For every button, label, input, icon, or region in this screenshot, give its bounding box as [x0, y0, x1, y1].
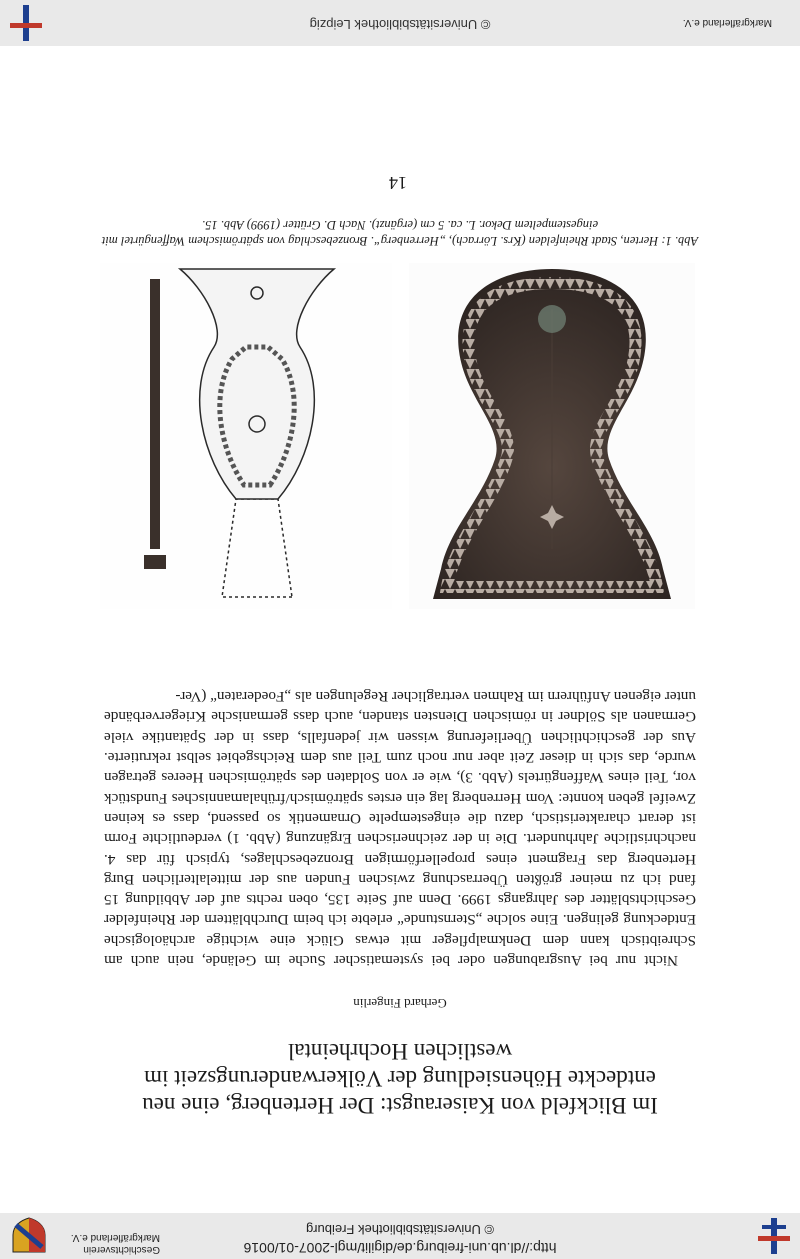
- author-name: Gerhard Fingerlin: [353, 996, 447, 1011]
- footer-copyright: © Universitätsbibliothek Leipzig: [309, 17, 491, 32]
- viewer-header-bar: [0, 1213, 800, 1259]
- article-body: [104, 686, 696, 970]
- ub-freiburg-logo-icon: [752, 1217, 796, 1255]
- bronze-fitting-photo: [409, 263, 695, 609]
- article-title: Im Blickfeld von Kaiseraugst: Der Hertenberg, eine neu entdeckte Höhensiedlung der Völkerwanderungszeit im westlichen Hochrheintal: [142, 1039, 658, 1118]
- body-paragraph: Nicht nur bei Ausgrabungen oder bei systematischer Suche im Gelände, nein auch am Schreibtisch kann dem Denkmalpfleger mit etwas Glück eine wichtige archäologische Entdeckung gelingen. Eine solche „Sternstunde“ erlebte ich beim Durchblättern der Rheinfelder Geschichtsblätter des Jahrgangs 1999. Denn auf Seite 135, oben rechts auf der Abbildung 15 fand ich zu meiner größten Überraschung zwischen Funden aus der mittelalterlichen Burg Hertenberg das Fragment eines propellerförmigen Bronzebeschlages, typisch für das 4. nachchristliche Jahrhundert. Die in der zeichnerischen Ergänzung (Abb. 1) verdeutlichte Form ist derart charakteristisch, dazu die eingestempelte Ornamentik so passend, dass es keinen Zweifel geben konnte: Vom Herrenberg lag ein erstes spätrömisch/frühalamannisches Fundstück vor, Teil eines Waffengürtels (Abb. 3), wie er von Soldaten des spätrömischen Heeres getragen wurde, das sich in dieser Zeit aber nur noch zum Teil aus dem Reichsgebiet selbst rekrutierte. Aus der geschichtlichen Überlieferung wissen wir jedenfalls, dass in der Spätantike viele Germanen als Söldner in römischen Diensten standen, auch dass germanische Kriegerverbände unter eigenen Anführern im Rahmen vertraglicher Regelungen als „Foederaten“ (Ver-: [104, 688, 696, 969]
- reconstruction-drawing: [100, 263, 392, 609]
- page-number: 14: [389, 173, 407, 193]
- document-url[interactable]: http://dl.ub.uni-freiburg.de/digilit/mgl-2007-01/0016: [243, 1240, 557, 1256]
- figure-caption: Abb. 1: Herten, Stadt Rheinfelden (Krs. Lörrach), „Herrenberg“. Bronzebeschlag von spätrömischem Waffengürtel mit eingestempeltem Dekor. L. ca. 5 cm (ergänzt). Nach D. Grütter (1999) Abb. 15.: [101, 218, 699, 248]
- footer-society-name: Markgräflerland e.V.: [682, 17, 772, 28]
- coat-of-arms-icon: [10, 1217, 48, 1255]
- society-name: Geschichtsverein Markgräflerland e.V.: [70, 1232, 160, 1255]
- footer-logo-icon: [4, 4, 48, 42]
- copyright-text: © Universitätsbibliothek Freiburg: [305, 1222, 495, 1237]
- viewer-footer-bar: [0, 0, 800, 46]
